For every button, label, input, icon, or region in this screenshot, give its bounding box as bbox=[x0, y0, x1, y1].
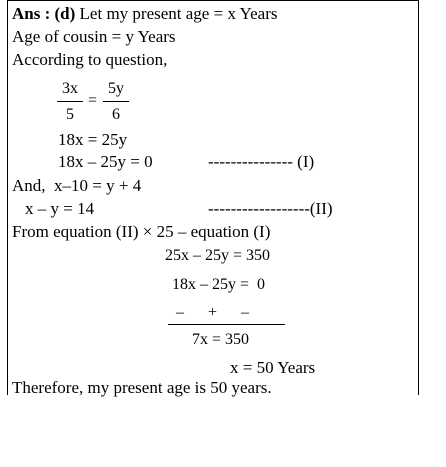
fraction-3x-over-5 bbox=[57, 80, 83, 124]
equation-i-tag: --------------- (I) bbox=[208, 152, 315, 171]
subtraction-line-2: 18x – 25y = 0 bbox=[172, 276, 266, 293]
fraction-denominator: 6 bbox=[112, 106, 120, 123]
answer-label: Ans : (d) bbox=[12, 4, 76, 23]
equation-i: 18x – 25y = 0 bbox=[58, 152, 153, 171]
from-equation-line: From equation (II) × 25 – equation (I) bbox=[12, 222, 271, 241]
conclusion-line: Therefore, my present age is 50 years. bbox=[12, 378, 272, 397]
x-value-line: x = 50 Years bbox=[230, 358, 316, 377]
according-line: According to question, bbox=[12, 50, 168, 69]
answer-statement: Let my present age = x Years bbox=[75, 4, 278, 23]
fraction-numerator: 5y bbox=[108, 80, 124, 97]
fraction-numerator: 3x bbox=[62, 80, 78, 97]
cousin-age-line: Age of cousin = y Years bbox=[12, 27, 176, 46]
answer-line bbox=[12, 4, 278, 24]
equation-ii-tag: ------------------(II) bbox=[208, 199, 333, 218]
equation-18x-25y: 18x = 25y bbox=[58, 130, 128, 149]
equation-and: And, x–10 = y + 4 bbox=[12, 176, 142, 195]
fraction-denominator: 5 bbox=[66, 106, 74, 123]
subtraction-rule bbox=[168, 324, 285, 325]
sign-row: – + – bbox=[176, 304, 250, 321]
fraction-bar bbox=[103, 101, 129, 102]
subtraction-line-1: 25x – 25y = 350 bbox=[165, 247, 271, 264]
fraction-5y-over-6 bbox=[103, 80, 129, 124]
fraction-bar bbox=[57, 101, 83, 102]
fraction-equals: = bbox=[88, 92, 98, 109]
result-line: 7x = 350 bbox=[192, 331, 250, 348]
equation-ii: x – y = 14 bbox=[25, 199, 95, 218]
